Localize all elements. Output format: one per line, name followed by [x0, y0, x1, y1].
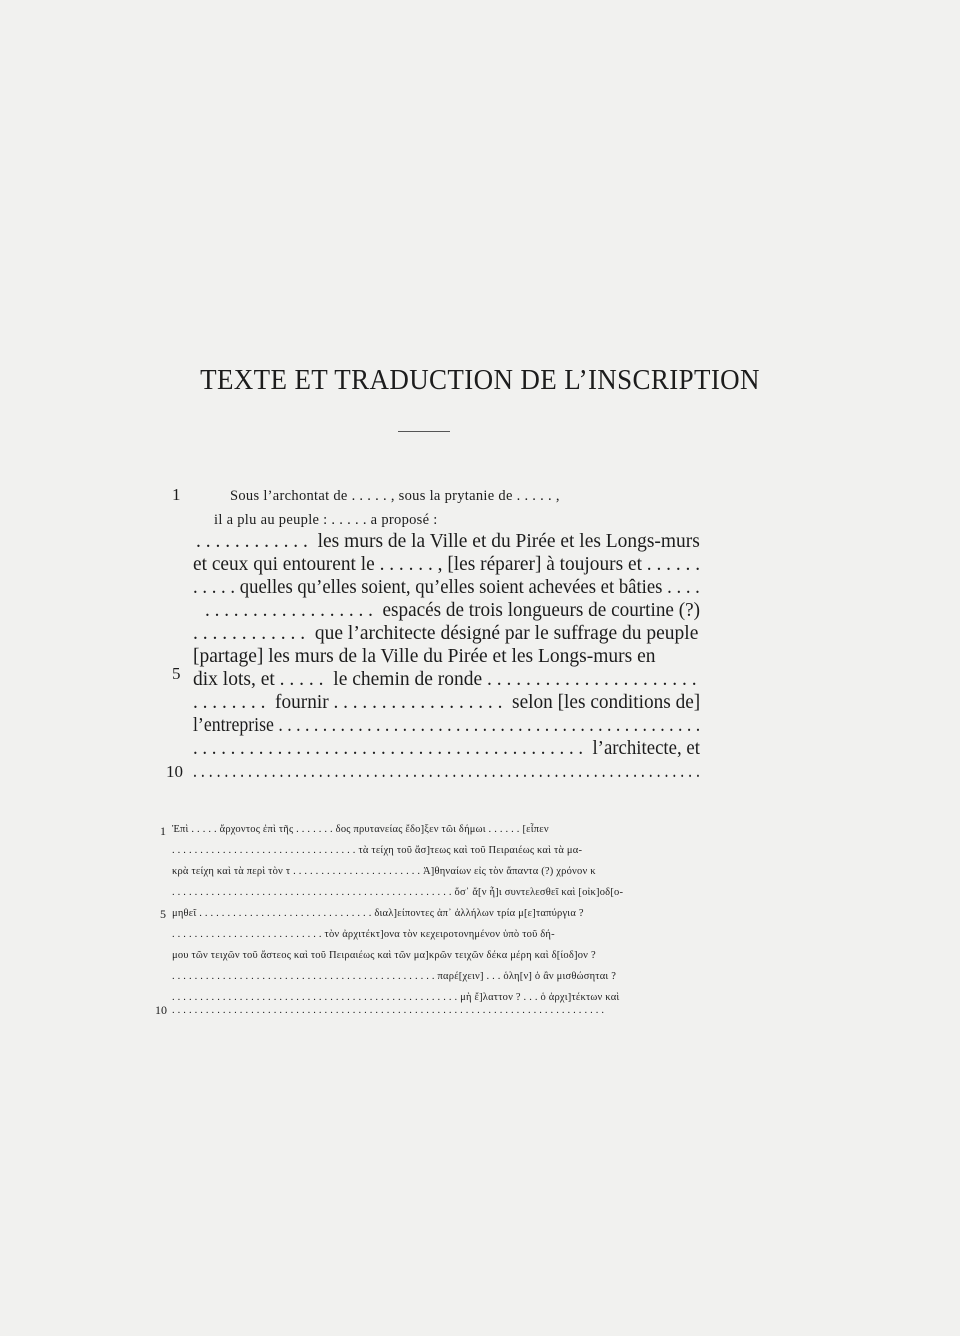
line-number: 5 — [160, 907, 166, 921]
greek-line: . . . . . . . . . . . . . . . . . . . . . . . . . . . . . . . . . . . . . . . . . . . . . . . . . . . . . . . . . . . . . . . . . . . . . . . . . . . . . — [172, 1005, 605, 1016]
translation-line: . . . . . . . . . . . . . . . . . . espacés de trois longueurs de courtine (?) — [205, 600, 701, 621]
line-number: 5 — [172, 664, 181, 683]
translation-line: [partage] les murs de la Ville du Pirée et les Longs-murs en — [193, 646, 656, 667]
greek-line: . . . . . . . . . . . . . . . . . . . . . . . . . . . . . . . . . . . . . . . . . . . . . . . . . . ὅσ᾽ ἄ[ν ἦ]ι συντελεσθεῖ καὶ [οἰκ]οδ[ο- — [172, 887, 624, 898]
greek-line: μηθεῖ . . . . . . . . . . . . . . . . . . . . . . . . . . . . . . . διαλ]είποντες ἀπ᾽ ἀλλήλων τρία μ[ε]ταπύργια ? — [172, 908, 584, 919]
title-underline-rule — [398, 431, 450, 432]
translation-line: . . . . . quelles qu’elles soient, qu’elles soient achevées et bâties . . . . — [193, 577, 700, 598]
translation-line: et ceux qui entourent le . . . . . . , [les réparer] à toujours et . . . . . . — [193, 554, 701, 575]
translation-line: il a plu au peuple : . . . . . a proposé : — [214, 512, 438, 528]
greek-line: μου τῶν τειχῶν τοῦ ἄστεος καὶ τοῦ Πειραιέως καὶ τῶν μα]κρῶν τειχῶν δέκα μέρη καὶ δ[ίοδ]ον ? — [172, 950, 596, 961]
greek-line: Ἐπὶ . . . . . ἄρχοντος ἐπὶ τῆς . . . . . . . δος πρυτανείας ἔδο]ξεν τῶι δήμωι . . . . . . [εἶπεν — [172, 824, 549, 835]
greek-line: . . . . . . . . . . . . . . . . . . . . . . . . . . . . . . . . . . . . . . . . . . . . . . . . . . . μὴ ἔ]λαττον ? . . . ὁ ἀρχι]τέκτων καὶ — [172, 992, 620, 1003]
line-number: 10 — [155, 1003, 167, 1017]
translation-line: . . . . . . . . . . . . les murs de la Ville et du Pirée et les Longs-murs — [196, 531, 700, 552]
greek-line: . . . . . . . . . . . . . . . . . . . . . . . . . . . . . . . . . τὰ τείχη τοῦ ἄσ]τεως καὶ τοῦ Πειραιέως καὶ τὰ μα- — [172, 845, 583, 856]
page-title: TEXTE ET TRADUCTION DE L’INSCRIPTION — [200, 364, 760, 396]
greek-line: κρὰ τείχη καὶ τὰ περὶ τὸν τ . . . . . . . . . . . . . . . . . . . . . . . Ἀ]θηναίων εἰς τὸν ἅπαντα (?) χρόνον κ — [172, 866, 596, 877]
translation-line: . . . . . . . . . . . . . . . . . . . . . . . . . . . . . . . . . . . . . . . . . . . . . . . . . . . . . . . . . . . . . . . . . — [193, 761, 700, 782]
line-number: 10 — [166, 762, 183, 781]
greek-line: . . . . . . . . . . . . . . . . . . . . . . . . . . . . . . . . . . . . . . . . . . . . . . . παρέ[χειν] . . . ὁλη[ν] ὁ ἂν μισθώσηται ? — [172, 971, 617, 982]
line-number: 1 — [172, 485, 181, 504]
translation-line: . . . . . . . . fournir . . . . . . . . . . . . . . . . . . selon [les conditions de] — [193, 692, 701, 713]
translation-line: Sous l’archontat de . . . . . , sous la prytanie de . . . . . , — [230, 488, 560, 504]
greek-line: . . . . . . . . . . . . . . . . . . . . . . . . . . . τὸν ἀρχιτέκτ]ονα τὸν κεχειροτονημένον ὑπὸ τοῦ δή- — [172, 929, 555, 940]
translation-line: . . . . . . . . . . . . que l’architecte désigné par le suffrage du peuple — [193, 623, 699, 644]
translation-line: l’entreprise . . . . . . . . . . . . . . . . . . . . . . . . . . . . . . . . . . . . . . . . . . . . . . . . — [193, 715, 701, 736]
translation-line: . . . . . . . . . . . . . . . . . . . . . . . . . . . . . . . . . . . . . . . . . . l’architecte, et — [193, 738, 700, 759]
translation-line: dix lots, et . . . . . le chemin de ronde . . . . . . . . . . . . . . . . . . . . . . — [193, 669, 697, 690]
line-number: 1 — [160, 824, 166, 838]
